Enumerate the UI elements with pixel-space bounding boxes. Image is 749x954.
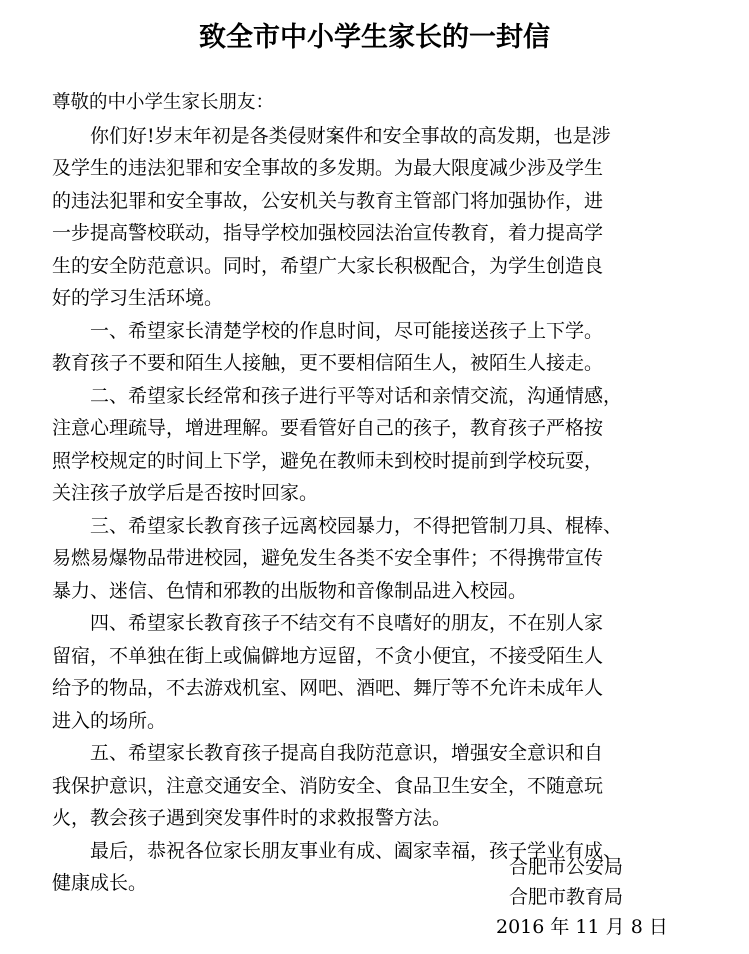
paragraph-closing: 最后，恭祝各位家长朋友事业有成、阖家幸福，孩子学业有成、 健康成长。 [52, 839, 623, 894]
salutation: 尊敬的中小学生家长朋友： [52, 92, 275, 113]
signature-org-education: 合肥市教育局 [509, 886, 624, 908]
signature-date: 2016 年 11 月 8 日 [496, 916, 668, 938]
letter-body [52, 87, 698, 900]
paragraph-item-2: 二、希望家长经常和孩子进行平等对话和亲情交流，沟通情感， 注意心理疏导，增进理解。要看管好自己的孩子，教育孩子严格按 照学校规定的时间上下学，避免在教师未到校时提前到学校玩耍， 关注孩子放学后是否按时回家。 [52, 384, 623, 504]
letter-title: 致全市中小学生家长的一封信 [199, 22, 550, 53]
paragraph-item-1: 一、希望家长清楚学校的作息时间，尽可能接送孩子上下学。 教育孩子不要和陌生人接触，更不要相信陌生人，被陌生人接走。 [52, 319, 604, 374]
paragraph-intro: 你们好!岁末年初是各类侵财案件和安全事故的高发期，也是涉 及学生的违法犯罪和安全事故的多发期。为最大限度减少涉及学生 的违法犯罪和安全事故，公安机关与教育主管部门将加强协作，进 一步提高警校联动，指导学校加强校园法治宣传教育，着力提高学 生的安全防范意识。同时，希望广大家长积极配合，为学生创造良 好的学习生活环境。 [52, 124, 611, 309]
signature-org-police: 合肥市公安局 [509, 856, 624, 878]
paragraph-item-5: 五、希望家长教育孩子提高自我防范意识，增强安全意识和自 我保护意识，注意交通安全、消防安全、食品卫生安全，不随意玩 火，教会孩子遇到突发事件时的求救报警方法。 [52, 742, 604, 829]
paragraph-item-4: 四、希望家长教育孩子不结交有不良嗜好的朋友，不在别人家 留宿，不单独在街上或偏僻地方逗留，不贪小便宜，不接受陌生人 给予的物品，不去游戏机室、网吧、酒吧、舞厅等不允许未成年人 进入的场所。 [52, 612, 604, 732]
paragraph-item-3: 三、希望家长教育孩子远离校园暴力，不得把管制刀具、棍棒、 易燃易爆物品带进校园，避免发生各类不安全事件；不得携带宣传 暴力、迷信、色情和邪教的出版物和音像制品进入校园。 [52, 514, 623, 602]
